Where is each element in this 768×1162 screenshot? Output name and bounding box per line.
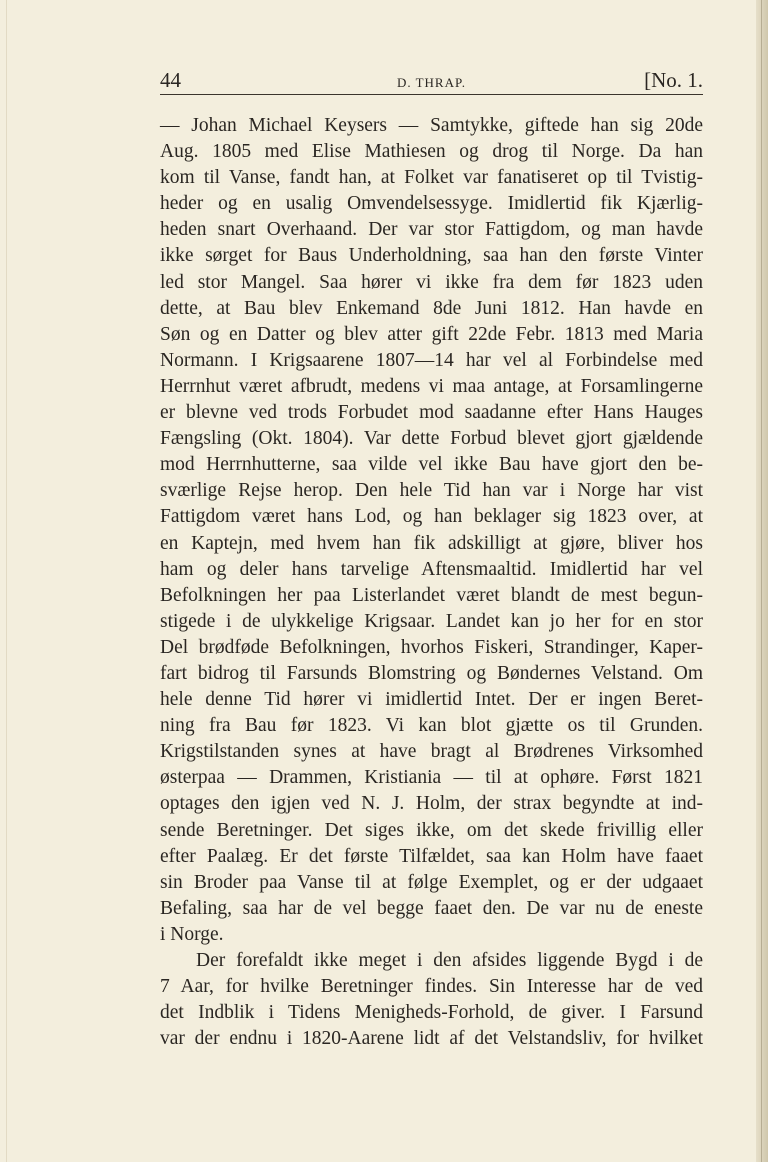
text-line: var der endnu i 1820-Aarene lidt af det Velstandsliv, for hvilket [160, 1028, 703, 1050]
text-line: det Indblik i Tidens Menigheds-Forhold, de giver. I Farsund [160, 1002, 703, 1024]
text-line: er blevne ved trods Forbudet mod saadanne efter Hans Hauges [160, 402, 703, 424]
text-line: Aug. 1805 med Elise Mathiesen og drog til Norge. Da han [160, 141, 703, 163]
issue-number: [No. 1. [644, 68, 703, 92]
page-gutter-shadow [756, 0, 768, 1162]
text-line: heder og en usalig Omvendelsessyge. Imidlertid fik Kjærlig- [160, 193, 703, 215]
text-line: 7 Aar, for hvilke Beretninger findes. Sin Interesse har de ved [160, 976, 703, 998]
page-edge-left [6, 0, 7, 1162]
text-line-paragraph-end: i Norge. [160, 923, 224, 945]
text-line: led stor Mangel. Saa hører vi ikke fra dem før 1823 uden [160, 271, 703, 293]
body-text [160, 113, 703, 1052]
text-line: ikke sørget for Baus Underholdning, saa han den første Vinter [160, 245, 703, 267]
text-line: Krigstilstanden synes at have bragt al Brødrenes Virksomhed [160, 741, 703, 763]
text-line: Fængsling (Okt. 1804). Var dette Forbud blevet gjort gjældende [160, 428, 703, 450]
text-line: sende Beretninger. Det siges ikke, om det skede frivillig eller [160, 819, 703, 841]
text-line: Fattigdom været hans Lod, og han beklager sig 1823 over, at [160, 506, 703, 528]
text-line: optages den igjen ved N. J. Holm, der strax begyndte at ind- [160, 793, 703, 815]
text-line: ning fra Bau før 1823. Vi kan blot gjætte os til Grunden. [160, 715, 703, 737]
text-line: Normann. I Krigsaarene 1807—14 har vel al Forbindelse med [160, 349, 703, 371]
text-line: sværlige Rejse herop. Den hele Tid han var i Norge har vist [160, 480, 703, 502]
text-line: efter Paalæg. Er det første Tilfældet, saa kan Holm have faaet [160, 845, 703, 867]
text-line: østerpaa — Drammen, Kristiania — til at ophøre. Først 1821 [160, 767, 703, 789]
text-line: Herrnhut været afbrudt, medens vi maa antage, at Forsamlingerne [160, 375, 703, 397]
page-number: 44 [160, 68, 181, 92]
text-line: mod Herrnhutterne, saa vilde vel ikke Bau have gjort den be- [160, 454, 703, 476]
header-rule [160, 94, 703, 95]
text-line: Søn og en Datter og blev atter gift 22de Febr. 1813 med Maria [160, 323, 703, 345]
text-line: stigede i de ulykkelige Krigsaar. Landet kan jo her for en stor [160, 610, 703, 632]
page-edge-right [761, 0, 762, 1162]
text-line: ham og deler hans tarvelige Aftensmaaltid. Imidlertid har vel [160, 558, 703, 580]
text-line: kom til Vanse, fandt han, at Folket var fanatiseret op til Tvistig- [160, 167, 703, 189]
text-line: sin Broder paa Vanse til at følge Exemplet, og er der udgaaet [160, 871, 703, 893]
text-line: — Johan Michael Keysers — Samtykke, giftede han sig 20de [160, 115, 703, 136]
text-line: Befaling, saa har de vel begge faaet den. De var nu de eneste [160, 897, 703, 919]
text-line: Befolkningen her paa Listerlandet været blandt de mest begun- [160, 584, 703, 606]
text-line: en Kaptejn, med hvem han fik adskilligt at gjøre, bliver hos [160, 532, 703, 554]
text-line: Del brødføde Befolkningen, hvorhos Fiskeri, Strandinger, Kaper- [160, 636, 703, 658]
text-line: heden snart Overhaand. Der var stor Fattigdom, og man havde [160, 219, 703, 241]
text-line: dette, at Bau blev Enkemand 8de Juni 1812. Han havde en [160, 297, 703, 319]
text-line: hele denne Tid hører vi imidlertid Intet. Der er ingen Beret- [160, 689, 703, 711]
text-line: fart bidrog til Farsunds Blomstring og Bøndernes Velstand. Om [160, 662, 703, 684]
running-title: D. THRAP. [396, 75, 467, 90]
text-line-paragraph-start: Der forefaldt ikke meget i den afsides liggende Bygd i de [196, 950, 703, 971]
